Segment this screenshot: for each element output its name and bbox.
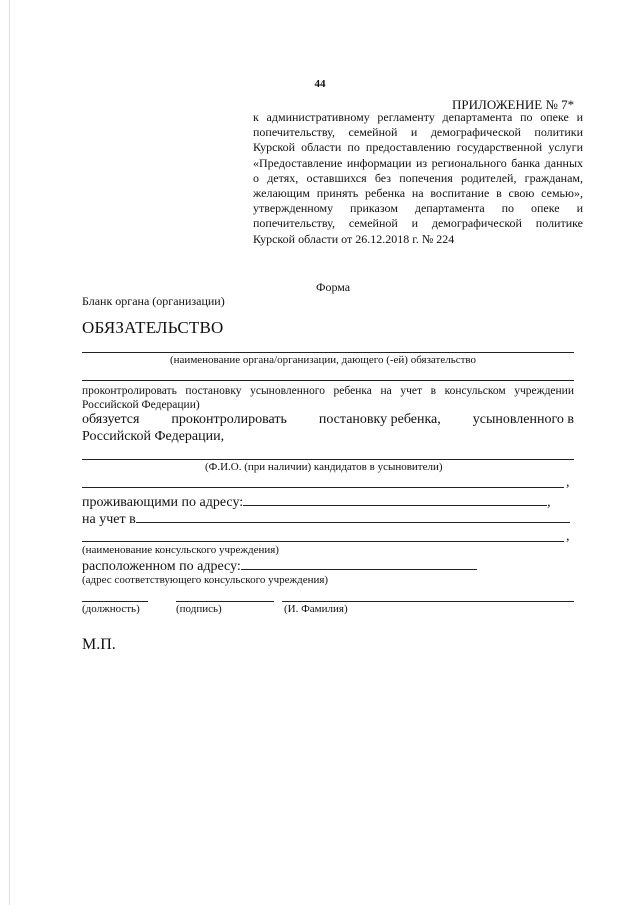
- consulate-name-caption: (наименование консульского учреждения): [82, 544, 279, 556]
- commitment-word: усыновленного в: [472, 412, 574, 427]
- org-name-line: [82, 352, 574, 353]
- appendix-text: к административному регламенту департамента по опеке и попечительству, семейной и демографической политики Курской области по предоставлению государственной услуги «Предоставление информации из регионального банка данных о детях, оставшихся без попечения родителей, гражданам, желающим принять ребенка на воспитание в свою семью», утвержденному приказом департамента по опеке и попечительству, семейной и демографической политике Курской области от 26.12.2018 г. № 224: [253, 110, 583, 246]
- located-label: расположенном по адресу:: [82, 559, 241, 574]
- blank-label: Бланк органа (организации): [82, 294, 225, 308]
- located-row: [82, 556, 574, 575]
- fio-line-2: [82, 487, 564, 488]
- document-title: ОБЯЗАТЕЛЬСТВО: [82, 318, 224, 337]
- scan-edge-mark: [9, 0, 10, 905]
- signature-line: [176, 601, 274, 602]
- purpose-text: проконтролировать постановку усыновленного ребенка на учет в консульском учреждении Российской Федерации): [82, 385, 574, 411]
- commitment-word: обязуется: [82, 412, 140, 427]
- commitment-word: постановку ребенка,: [318, 412, 441, 427]
- comma-1: ,: [566, 475, 570, 490]
- comma-3: ,: [566, 529, 570, 544]
- register-label: на учет в: [82, 512, 136, 527]
- commitment-line: [82, 412, 574, 428]
- appendix-title: ПРИЛОЖЕНИЕ № 7*: [452, 97, 575, 112]
- signature-caption: (подпись): [176, 603, 222, 615]
- fio-caption: (Ф.И.О. (при наличии) кандидатов в усыновители): [205, 461, 443, 473]
- stamp-label: М.П.: [82, 636, 116, 653]
- surname-line: [282, 601, 574, 602]
- form-label: Форма: [316, 280, 351, 294]
- living-address-label: проживающими по адресу:: [82, 495, 244, 510]
- position-line: [82, 601, 148, 602]
- comma-2: ,: [547, 495, 551, 510]
- commitment-line-2: Российской Федерации,: [82, 429, 225, 444]
- org-name-caption: (наименование органа/организации, дающего (-ей) обязательство: [170, 354, 477, 366]
- living-address-field[interactable]: [243, 492, 547, 506]
- located-field[interactable]: [241, 556, 477, 570]
- commitment-word: проконтролировать: [171, 412, 287, 427]
- register-field[interactable]: [136, 509, 570, 523]
- register-row: [82, 509, 574, 528]
- surname-caption: (И. Фамилия): [284, 603, 348, 615]
- fio-line: [82, 459, 574, 460]
- page-number: 44: [314, 78, 326, 90]
- purpose-line: [82, 380, 574, 381]
- position-caption: (должность): [82, 603, 140, 615]
- consulate-address-caption: (адрес соответствующего консульского учреждения): [82, 574, 329, 586]
- consulate-line: [82, 541, 564, 542]
